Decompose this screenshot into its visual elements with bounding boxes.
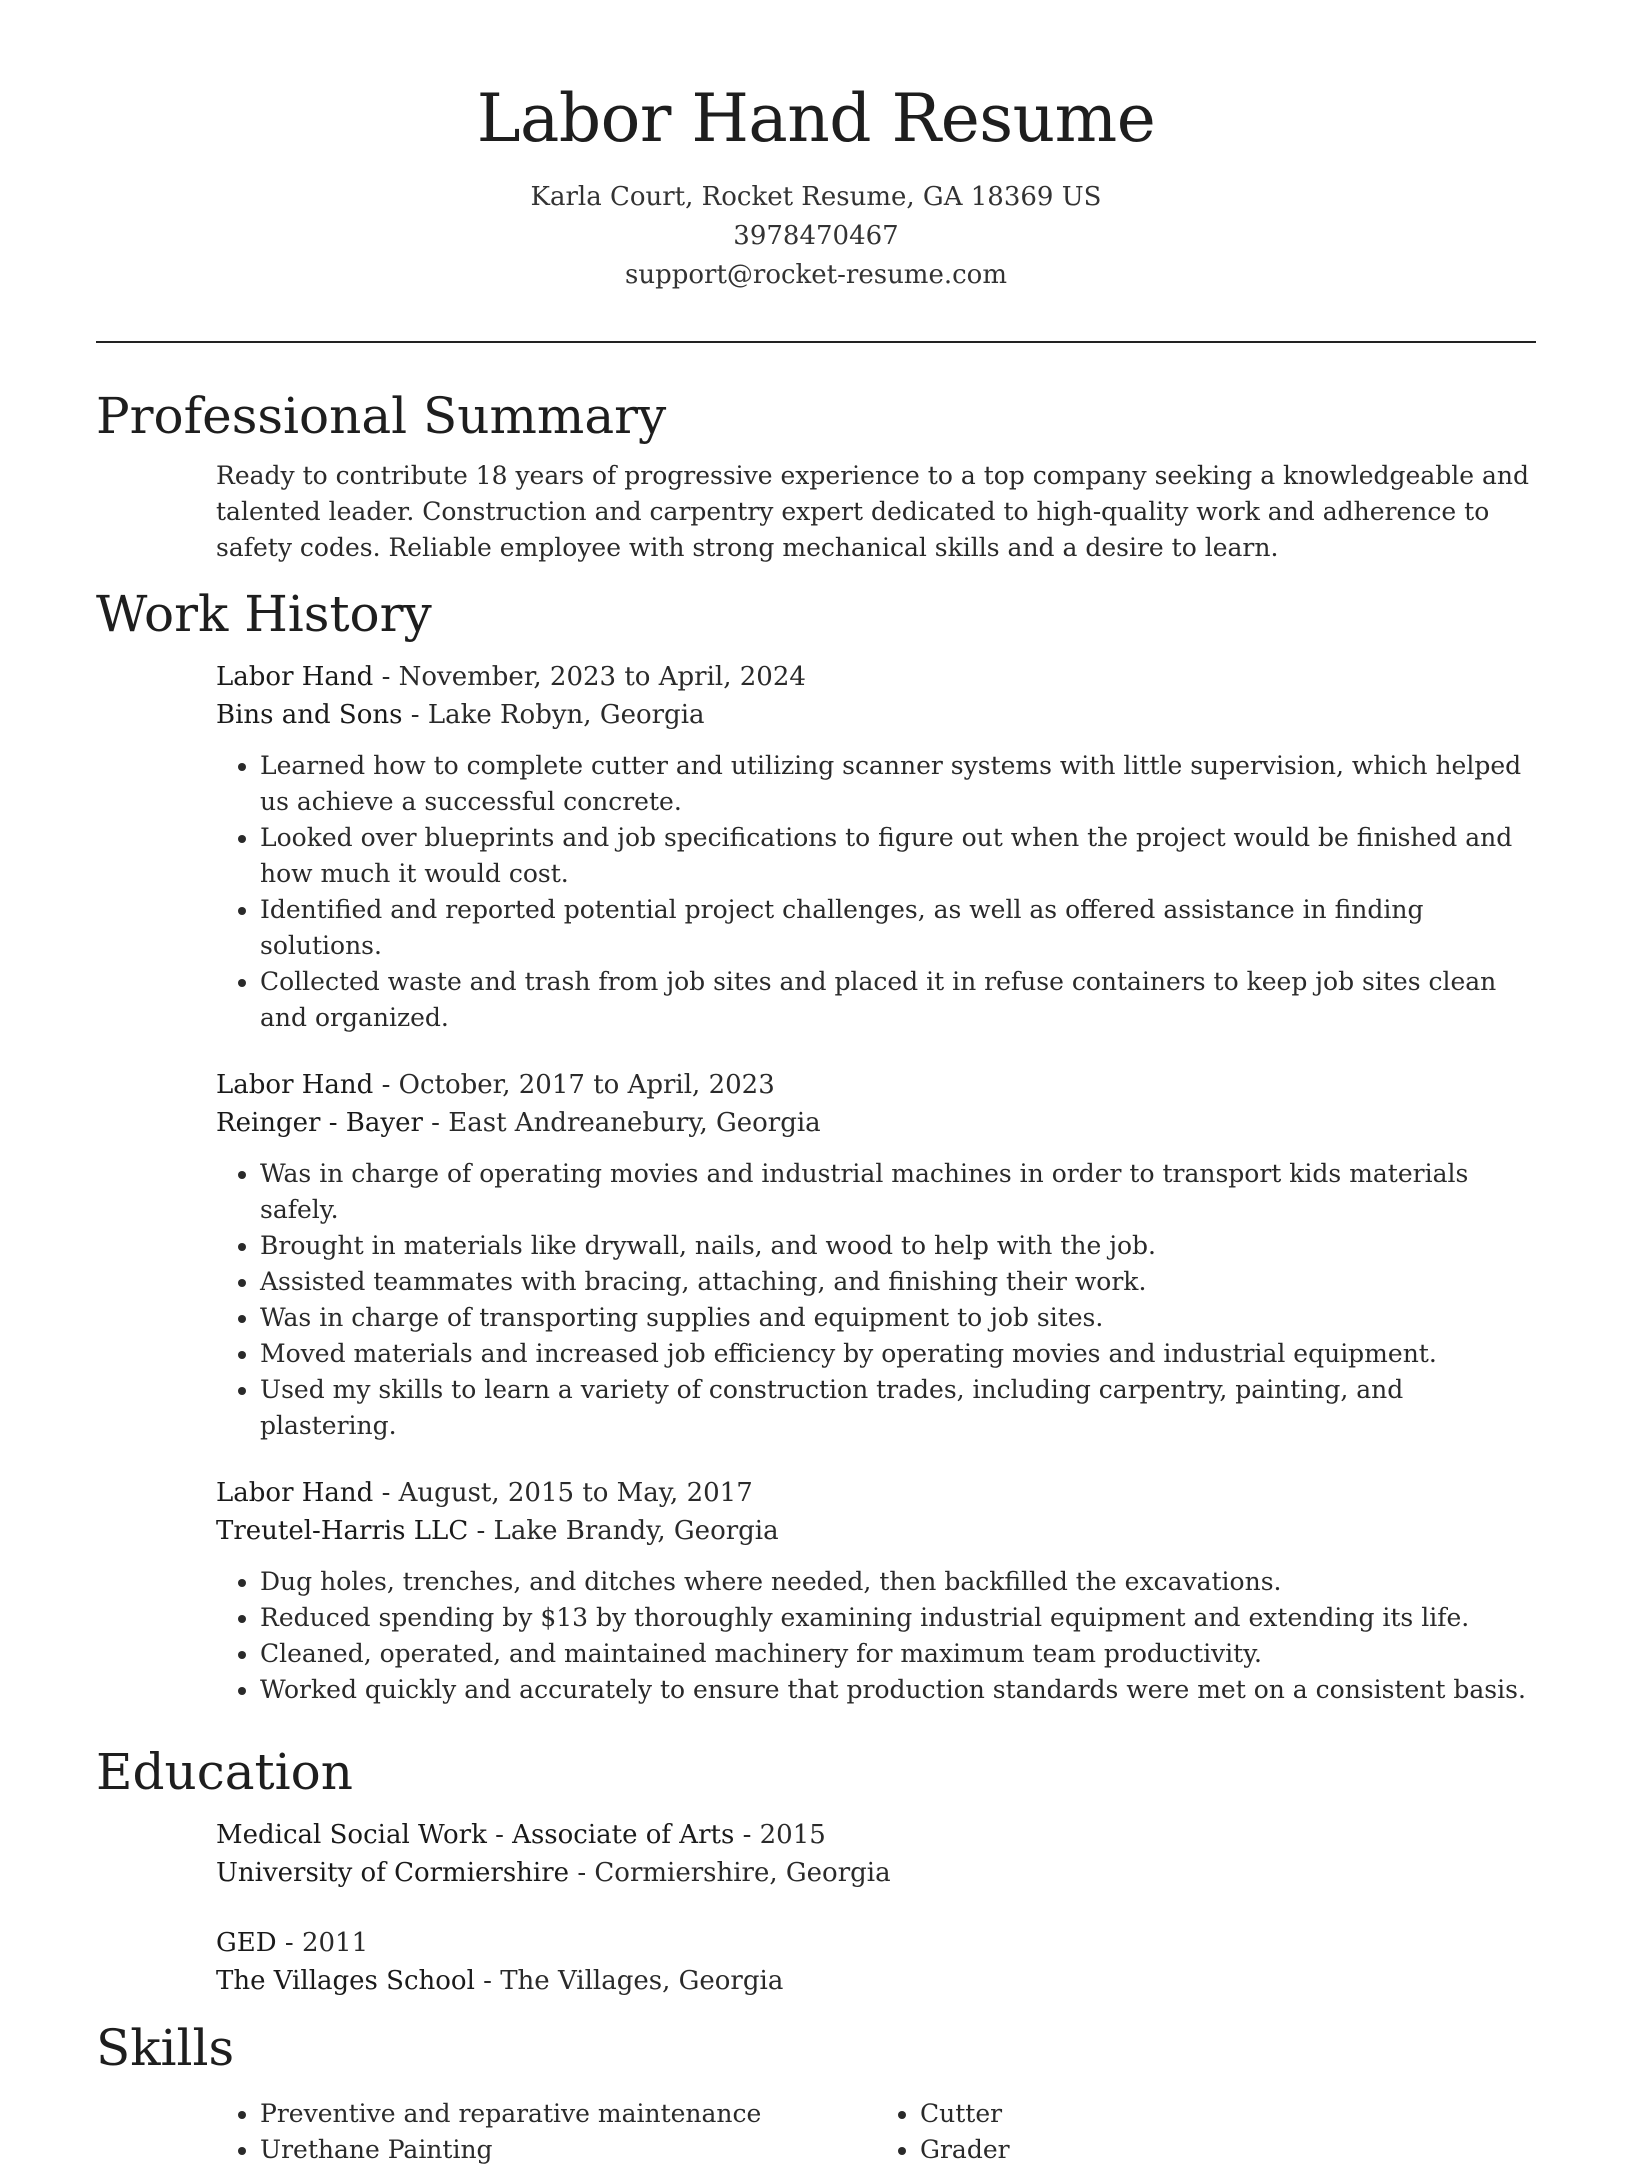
summary-body	[216, 458, 1536, 566]
job-bullet: • Dug holes, trenches, and ditches where needed, then backfilled the excavations.	[260, 1564, 1536, 1600]
job-bullets	[216, 748, 1536, 1036]
job-entry	[216, 1066, 1536, 1444]
job-dates: October, 2017 to April, 2023	[398, 1070, 775, 1100]
job-entry	[216, 1474, 1536, 1708]
job-bullet: • Worked quickly and accurately to ensure that production standards were met on a consistent basis.	[260, 1672, 1536, 1708]
job-bullet: • Was in charge of operating movies and industrial machines in order to transport kids materials safely.	[260, 1156, 1536, 1228]
job-company-line: Reinger - Bayer - East Andreanebury, Georgia	[216, 1108, 821, 1138]
contact-phone: 3978470467	[733, 221, 899, 251]
education-degree: GED	[216, 1928, 277, 1958]
job-bullet: • Brought in materials like drywall, nails, and wood to help with the job.	[260, 1228, 1536, 1264]
job-location: Lake Brandy, Georgia	[493, 1516, 779, 1546]
job-bullet: • Used my skills to learn a variety of construction trades, including carpentry, painting, and plastering.	[260, 1372, 1536, 1444]
education-body	[216, 1816, 1536, 2000]
summary-text: Ready to contribute 18 years of progressive experience to a top company seeking a knowledgeable and talented leader. Construction and carpentry expert dedicated to high-quality work and adherence to safety codes. Reliable employee with strong mechanical skills and a desire to learn.	[216, 461, 1529, 562]
job-bullet: • Was in charge of transporting supplies and equipment to job sites.	[260, 1300, 1536, 1336]
education-entry	[216, 1816, 1536, 1892]
resume-title: Labor Hand Resume	[476, 80, 1156, 157]
job-bullet: • Looked over blueprints and job specifications to figure out when the project would be finished and how much it would cost.	[260, 820, 1536, 892]
work-history-body	[216, 658, 1536, 1708]
resume-header	[0, 0, 1632, 295]
section-title-skills: Skills	[96, 2019, 235, 2077]
header-divider	[96, 341, 1536, 343]
job-company-line: Treutel-Harris LLC - Lake Brandy, Georgia	[216, 1516, 779, 1546]
education-degree-line: GED - 2011	[216, 1928, 369, 1958]
education-year: 2011	[301, 1928, 369, 1958]
resume-content	[96, 382, 1536, 2168]
job-location: East Andreanebury, Georgia	[448, 1108, 821, 1138]
job-company-line: Bins and Sons - Lake Robyn, Georgia	[216, 700, 705, 730]
education-entry	[216, 1924, 1536, 2000]
skills-column-left	[216, 2096, 876, 2168]
job-bullet: • Collected waste and trash from job sites and placed it in refuse containers to keep job sites clean and organized.	[260, 964, 1536, 1036]
job-title-line: Labor Hand - November, 2023 to April, 2024	[216, 662, 806, 692]
job-company: Bins and Sons	[216, 700, 403, 730]
education-location: The Villages, Georgia	[500, 1966, 784, 1996]
job-title-line: Labor Hand - August, 2015 to May, 2017	[216, 1478, 753, 1508]
skill-item: • Cutter	[920, 2096, 1536, 2132]
job-title: Labor Hand	[216, 1478, 374, 1508]
job-entry	[216, 658, 1536, 1036]
job-bullet: • Assisted teammates with bracing, attaching, and finishing their work.	[260, 1264, 1536, 1300]
job-title: Labor Hand	[216, 1070, 374, 1100]
job-bullet: • Moved materials and increased job efficiency by operating movies and industrial equipment.	[260, 1336, 1536, 1372]
job-location: Lake Robyn, Georgia	[427, 700, 705, 730]
job-title: Labor Hand	[216, 662, 374, 692]
education-school: University of Cormiershire	[216, 1858, 570, 1888]
contact-address: Karla Court, Rocket Resume, GA 18369 US	[530, 182, 1102, 212]
section-title-summary: Professional Summary	[96, 387, 667, 445]
job-title-line: Labor Hand - October, 2017 to April, 2023	[216, 1070, 775, 1100]
job-bullet: • Learned how to complete cutter and utilizing scanner systems with little supervision, which helped us achieve a successful concrete.	[260, 748, 1536, 820]
education-location: Cormiershire, Georgia	[594, 1858, 891, 1888]
job-bullets	[216, 1564, 1536, 1708]
job-company: Reinger - Bayer	[216, 1108, 423, 1138]
section-title-education: Education	[96, 1743, 353, 1801]
education-school-line: University of Cormiershire - Cormiershire, Georgia	[216, 1858, 891, 1888]
skill-item: • Preventive and reparative maintenance	[260, 2096, 876, 2132]
job-bullet: • Identified and reported potential project challenges, as well as offered assistance in finding solutions.	[260, 892, 1536, 964]
job-company: Treutel-Harris LLC	[216, 1516, 469, 1546]
education-year: 2015	[759, 1820, 826, 1850]
education-school-line: The Villages School - The Villages, Georgia	[216, 1966, 784, 1996]
skill-item: • Grader	[920, 2132, 1536, 2168]
education-degree-line: Medical Social Work - Associate of Arts - 2015	[216, 1820, 826, 1850]
job-dates: November, 2023 to April, 2024	[398, 662, 806, 692]
skills-body	[216, 2096, 1536, 2168]
section-title-work-history: Work History	[96, 585, 432, 643]
skill-item: • Urethane Painting	[260, 2132, 876, 2168]
job-bullet: • Reduced spending by $13 by thoroughly examining industrial equipment and extending its life.	[260, 1600, 1536, 1636]
education-school: The Villages School	[216, 1966, 475, 1996]
education-degree: Associate of Arts	[512, 1820, 735, 1850]
contact-block	[0, 178, 1632, 295]
contact-email: support@rocket-resume.com	[624, 260, 1007, 290]
skills-column-right	[876, 2096, 1536, 2168]
job-bullets	[216, 1156, 1536, 1444]
education-field: Medical Social Work	[216, 1820, 487, 1850]
job-dates: August, 2015 to May, 2017	[398, 1478, 753, 1508]
job-bullet: • Cleaned, operated, and maintained machinery for maximum team productivity.	[260, 1636, 1536, 1672]
